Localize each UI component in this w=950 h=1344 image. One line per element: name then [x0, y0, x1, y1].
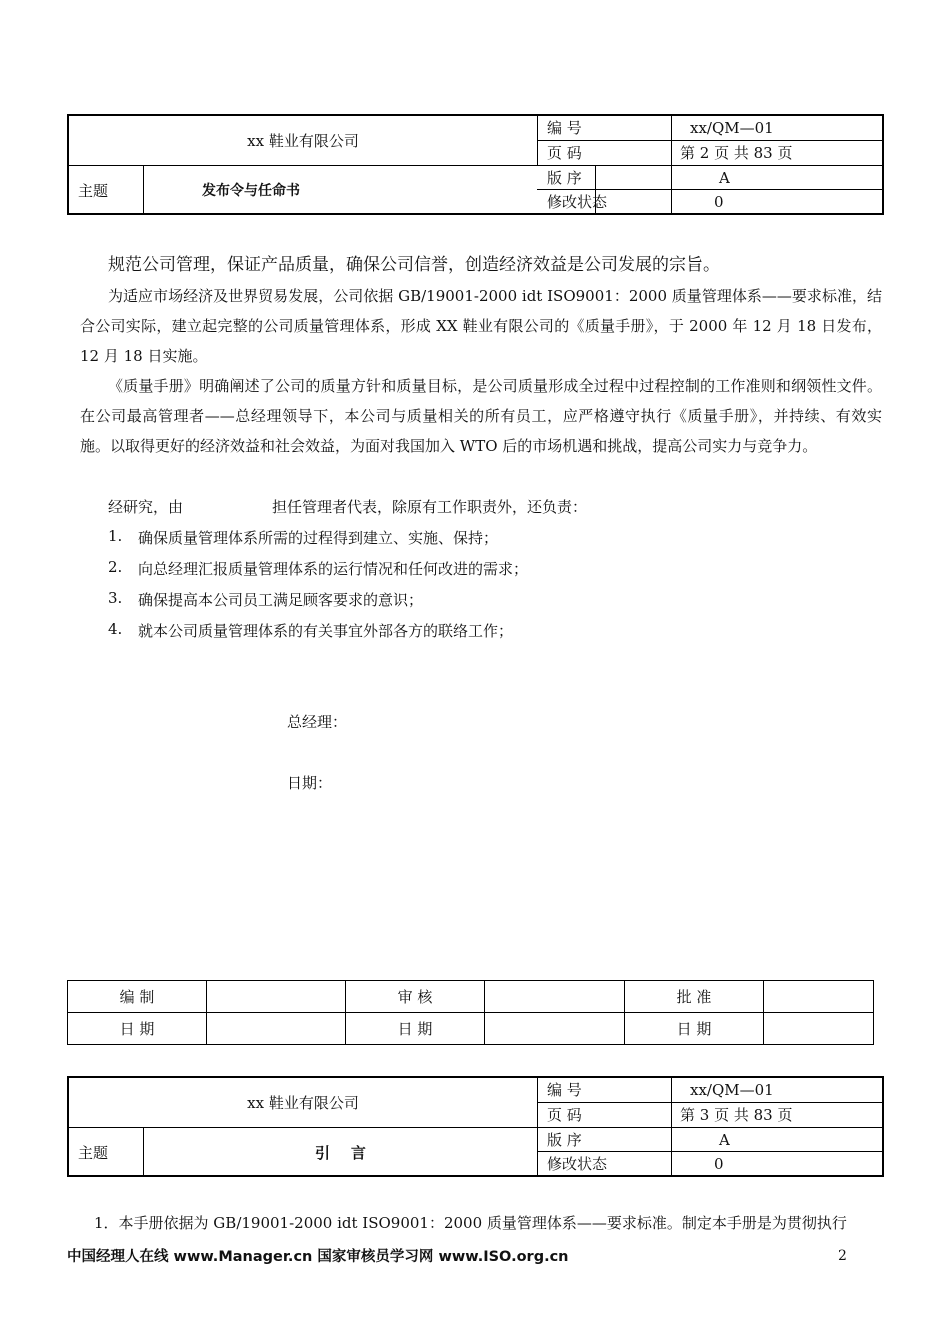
subject-title: 引 言	[144, 1127, 538, 1177]
header-table-page2	[67, 114, 884, 215]
gm-signature-label: 总经理：	[287, 713, 348, 731]
meta-key: 页 码	[537, 1103, 672, 1127]
date-value	[485, 1013, 625, 1045]
meta-key: 版 序	[537, 1128, 672, 1152]
date-label: 日 期	[346, 1013, 485, 1045]
duty-number: 1.	[108, 527, 123, 545]
signoff-table	[67, 980, 874, 1045]
approved-value	[764, 981, 874, 1013]
meta-value: 第 3 页 共 83 页	[680, 1105, 793, 1124]
date-label: 日 期	[68, 1013, 207, 1045]
meta-key: 修改状态	[537, 190, 672, 215]
doc-meta	[537, 1078, 884, 1177]
meta-key: 编 号	[537, 116, 672, 140]
duty-text: 确保提高本公司员工满足顾客要求的意识；	[138, 591, 424, 609]
duty-text: 就本公司质量管理体系的有关事宜外部各方的联络工作；	[138, 622, 514, 640]
meta-value: xx/QM—01	[690, 1081, 774, 1099]
subject-label: 主题	[69, 1127, 144, 1177]
meta-key: 页 码	[537, 141, 672, 165]
appoint-text-b: 担任管理者代表，除原有工作职责外，还负责：	[272, 498, 588, 516]
date-label: 日 期	[625, 1013, 764, 1045]
meta-value: 0	[714, 193, 724, 212]
page-number: 2	[838, 1248, 847, 1264]
duty-number: 2.	[108, 558, 123, 576]
prepared-value	[207, 981, 346, 1013]
date-value	[764, 1013, 874, 1045]
meta-value: A	[719, 1130, 730, 1149]
subject-label: 主题	[69, 165, 144, 215]
prepared-label: 编 制	[68, 981, 207, 1013]
duty-item	[108, 527, 499, 547]
company-name: xx 鞋业有限公司	[69, 116, 538, 166]
meta-value: A	[719, 168, 730, 187]
meta-key: 修改状态	[537, 1152, 672, 1177]
header-table-page3	[67, 1076, 884, 1177]
duty-number: 4.	[108, 620, 123, 638]
date-label: 日期：	[287, 774, 333, 792]
meta-key: 版 序	[537, 166, 672, 190]
duty-number: 3.	[108, 589, 123, 607]
meta-value: xx/QM—01	[690, 119, 774, 137]
footer-links: 中国经理人在线 www.Manager.cn 国家审核员学习网 www.ISO.org.cn	[67, 1249, 569, 1265]
doc-meta	[537, 116, 884, 215]
duty-item	[108, 558, 529, 578]
lead-sentence: 规范公司管理，保证产品质量，确保公司信誉，创造经济效益是公司发展的宗旨。	[108, 255, 720, 275]
paragraph-basis: 为适应市场经济及世界贸易发展，公司依据 GB/19001-2000 idt ISO9001：2000 质量管理体系——要求标准，结合公司实际，建立起完整的公司质量管理体系，形成 XX 鞋业有限公司的《质量手册》，于 2000 年 12 月 18 日发布，12 月 18 日实施。	[80, 287, 882, 365]
duty-item	[108, 620, 514, 640]
intro-line: 1．本手册依据为 GB/19001-2000 idt ISO9001：2000 质量管理体系——要求标准。制定本手册是为贯彻执行	[94, 1214, 847, 1232]
duty-text: 向总经理汇报质量管理体系的运行情况和任何改进的需求；	[138, 560, 529, 578]
reviewed-value	[485, 981, 625, 1013]
appoint-text-a: 经研究，由	[108, 498, 184, 516]
company-name: xx 鞋业有限公司	[69, 1078, 538, 1128]
meta-key: 编 号	[537, 1078, 672, 1102]
subject-title: 发布令与任命书	[144, 165, 596, 215]
duty-text: 确保质量管理体系所需的过程得到建立、实施、保持；	[138, 529, 499, 547]
paragraph-manual: 《质量手册》明确阐述了公司的质量方针和质量目标，是公司质量形成全过程中过程控制的工作准则和纲领性文件。在公司最高管理者——总经理领导下，本公司与质量相关的所有员工，应严格遵守执行《质量手册》，并持续、有效实施。以取得更好的经济效益和社会效益，为面对我国加入 WTO 后的市场机遇和挑战，提高公司实力与竞争力。	[80, 377, 882, 455]
approved-label: 批 准	[625, 981, 764, 1013]
date-value	[207, 1013, 346, 1045]
meta-value: 0	[714, 1155, 724, 1174]
meta-value: 第 2 页 共 83 页	[680, 143, 793, 162]
duty-item	[108, 589, 424, 609]
reviewed-label: 审 核	[346, 981, 485, 1013]
